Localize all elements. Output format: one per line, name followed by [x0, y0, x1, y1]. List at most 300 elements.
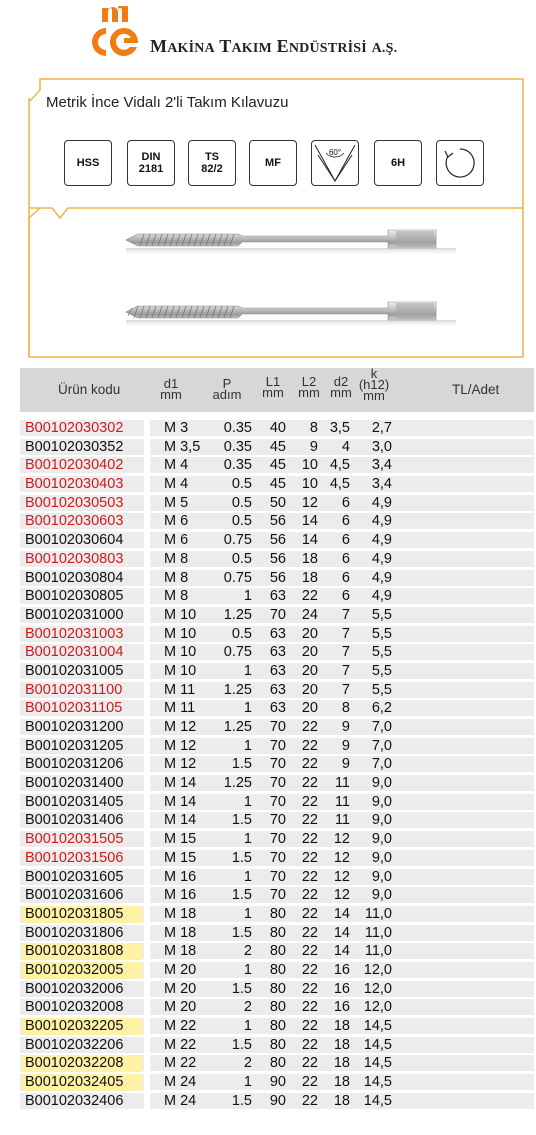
column-separator	[144, 1037, 150, 1054]
ts-icon: TS 82/2	[188, 140, 236, 186]
cell-d1: M 10	[164, 625, 197, 642]
cell-l1: 80	[269, 905, 286, 922]
product-code-cell: B00102030604	[25, 532, 124, 549]
product-code-cell: B00102032008	[25, 999, 124, 1016]
cell-l1: 56	[269, 550, 286, 567]
column-separator	[144, 812, 150, 829]
cell-l2: 22	[301, 719, 318, 735]
cell-d2: 14	[333, 924, 350, 941]
table-row	[20, 531, 534, 550]
cell-l2: 24	[301, 606, 318, 623]
cell-l2: 20	[301, 662, 318, 679]
cell-p: 1	[243, 793, 252, 810]
cell-p: 0.5	[231, 625, 252, 642]
cell-k: 7,0	[371, 719, 392, 735]
product-code-cell: B00102031406	[25, 812, 124, 829]
cell-d2: 9	[341, 737, 350, 754]
column-separator	[144, 925, 150, 942]
cell-d1: M 12	[164, 737, 197, 754]
cell-l2: 22	[301, 999, 318, 1016]
table-row	[20, 643, 534, 662]
table-row	[20, 774, 534, 793]
table-row	[20, 699, 534, 718]
cell-p: 1.25	[223, 606, 252, 623]
column-separator	[144, 532, 150, 549]
cell-l2: 12	[301, 494, 318, 511]
cell-d2: 11	[334, 812, 350, 829]
cell-l1: 40	[269, 420, 286, 436]
column-separator	[144, 570, 150, 587]
cell-p: 1.5	[231, 887, 252, 904]
cell-l1: 63	[269, 681, 286, 698]
cell-k: 3,0	[371, 438, 392, 455]
tap-tools-image	[118, 220, 458, 346]
product-code-cell: B00102032205	[22, 1018, 142, 1035]
product-code-cell: B00102031206	[25, 756, 124, 773]
cell-l2: 22	[301, 943, 318, 960]
column-separator	[144, 457, 150, 474]
cell-l1: 56	[269, 569, 286, 586]
product-code-cell: B00102030503	[25, 494, 124, 511]
cell-l1: 45	[269, 457, 286, 474]
cell-p: 1	[243, 588, 252, 605]
cell-k: 5,5	[371, 625, 392, 642]
product-code-cell: B00102032206	[25, 1036, 124, 1053]
cell-l1: 90	[269, 1074, 286, 1091]
table-row	[20, 662, 534, 681]
cell-k: 12,0	[363, 961, 392, 978]
cell-d2: 9	[341, 756, 350, 773]
mf-icon: MF	[249, 140, 297, 186]
cell-l2: 22	[301, 924, 318, 941]
column-separator	[144, 439, 150, 456]
table-row	[20, 1017, 534, 1036]
cell-k: 12,0	[363, 980, 392, 997]
product-code-cell: B00102031506	[25, 849, 124, 866]
rotation-direction-icon	[436, 140, 484, 186]
cell-l1: 70	[269, 793, 286, 810]
column-separator	[144, 607, 150, 624]
cell-l1: 80	[269, 980, 286, 997]
column-separator	[144, 626, 150, 643]
cell-p: 1.5	[231, 849, 252, 866]
product-code-cell: B00102032405	[22, 1074, 142, 1091]
cell-p: 0.5	[231, 513, 252, 530]
cell-p: 0.75	[223, 532, 252, 549]
cell-d2: 11	[334, 775, 350, 792]
cell-k: 5,5	[371, 662, 392, 679]
cell-p: 1.5	[231, 1036, 252, 1053]
cell-k: 4,9	[371, 494, 392, 511]
cell-k: 11,0	[364, 905, 392, 922]
column-separator	[144, 719, 150, 736]
table-row	[20, 569, 534, 588]
cell-k: 9,0	[371, 887, 392, 904]
product-code-cell: B00102031205	[25, 737, 124, 754]
cell-p: 1.5	[231, 756, 252, 773]
cell-d1: M 10	[164, 644, 197, 661]
cell-l1: 70	[269, 719, 286, 735]
cell-d1: M 14	[164, 775, 197, 792]
table-row	[20, 1036, 534, 1055]
cell-d2: 12	[333, 831, 350, 848]
table-row	[20, 1092, 534, 1111]
column-separator	[144, 850, 150, 867]
table-row	[20, 868, 534, 887]
column-separator	[144, 962, 150, 979]
table-row	[20, 811, 534, 830]
table-row	[20, 494, 534, 513]
cell-d1: M 16	[164, 868, 197, 885]
cell-d1: M 6	[164, 532, 189, 549]
column-separator	[144, 700, 150, 717]
cell-d2: 18	[333, 1055, 350, 1072]
cell-d1: M 24	[164, 1074, 197, 1091]
cell-p: 1.25	[223, 775, 252, 792]
cell-l2: 22	[301, 887, 318, 904]
product-code-cell: B00102030803	[25, 550, 124, 567]
header-code: Ürün kodu	[58, 382, 121, 397]
cell-l1: 70	[269, 737, 286, 754]
cell-p: 1.5	[231, 980, 252, 997]
cell-d2: 4,5	[329, 457, 350, 474]
cell-d2: 18	[333, 1036, 350, 1053]
cell-k: 9,0	[371, 868, 392, 885]
table-row	[20, 587, 534, 606]
cell-p: 0.35	[223, 438, 252, 455]
cell-l1: 70	[269, 887, 286, 904]
cell-p: 0.75	[223, 569, 252, 586]
cell-d2: 6	[341, 588, 350, 605]
product-code-cell: B00102031805	[22, 906, 142, 923]
header-price: TL/Adet	[452, 382, 500, 397]
cell-d2: 12	[333, 887, 350, 904]
cell-l1: 56	[269, 513, 286, 530]
column-separator	[144, 1018, 150, 1035]
cell-l2: 22	[301, 905, 318, 922]
company-name: MAKİNA TAKIM ENDÜSTRİSİ A.Ş.	[150, 36, 398, 56]
product-code-cell: B00102031000	[25, 606, 124, 623]
column-separator	[144, 644, 150, 661]
cell-k: 14,5	[363, 1074, 392, 1091]
table-row	[20, 625, 534, 644]
cell-l1: 90	[269, 1092, 286, 1109]
cell-l2: 22	[301, 588, 318, 605]
cell-p: 1	[243, 868, 252, 885]
column-separator	[144, 756, 150, 773]
table-row	[20, 924, 534, 943]
thread-angle-icon: 60°	[311, 140, 359, 186]
cell-p: 2	[243, 1055, 252, 1072]
cell-l2: 22	[301, 756, 318, 773]
cell-p: 1	[243, 662, 252, 679]
cell-l1: 70	[269, 831, 286, 848]
cell-k: 7,0	[371, 756, 392, 773]
cell-d2: 4,5	[329, 476, 350, 493]
cell-k: 6,2	[371, 700, 392, 717]
tolerance-icon: 6H	[374, 140, 422, 186]
cell-d2: 16	[333, 961, 350, 978]
cell-d2: 6	[341, 569, 350, 586]
table-row	[20, 456, 534, 475]
column-separator	[144, 981, 150, 998]
header-l2: L2 mm	[298, 374, 320, 400]
cell-l1: 63	[269, 700, 286, 717]
product-code-cell: B00102032005	[22, 962, 142, 979]
cell-d1: M 11	[164, 700, 196, 717]
table-row	[20, 1054, 534, 1073]
column-separator	[144, 869, 150, 886]
product-code-cell: B00102032406	[25, 1092, 124, 1109]
cell-p: 0.5	[231, 476, 252, 493]
cell-l1: 50	[269, 494, 286, 511]
cell-p: 0.35	[223, 420, 252, 436]
product-code-cell: B00102031405	[25, 793, 124, 810]
tap-tool-1	[126, 230, 456, 256]
product-code-cell: B00102032208	[22, 1055, 142, 1072]
cell-d2: 3,5	[329, 420, 350, 436]
cell-p: 1	[243, 961, 252, 978]
cell-l2: 22	[301, 961, 318, 978]
cell-l1: 80	[269, 1036, 286, 1053]
column-separator	[144, 1074, 150, 1091]
cell-k: 14,5	[363, 1018, 392, 1034]
cell-l1: 63	[269, 644, 286, 661]
cell-d2: 14	[333, 905, 350, 922]
cell-d2: 6	[341, 494, 350, 511]
column-separator	[144, 551, 150, 568]
column-separator	[144, 588, 150, 605]
product-code-cell: B00102030402	[25, 457, 124, 474]
table-row	[20, 905, 534, 924]
cell-d2: 6	[341, 513, 350, 530]
cell-d1: M 22	[164, 1055, 197, 1072]
cell-p: 1	[243, 737, 252, 754]
cell-k: 9,0	[371, 812, 392, 829]
column-separator	[144, 775, 150, 792]
table-row	[20, 606, 534, 625]
cell-p: 0.5	[231, 494, 252, 511]
cell-d1: M 6	[164, 513, 189, 530]
cell-p: 1	[243, 700, 252, 717]
cell-d2: 7	[341, 606, 350, 623]
product-code-cell: B00102031105	[25, 700, 123, 717]
column-separator	[144, 1093, 150, 1110]
company-logo	[88, 6, 140, 58]
cell-k: 9,0	[371, 849, 392, 866]
cell-l2: 22	[301, 1055, 318, 1072]
cell-d1: M 8	[164, 550, 189, 567]
table-row	[20, 998, 534, 1017]
cell-l1: 70	[269, 606, 286, 623]
column-separator	[144, 476, 150, 493]
cell-d2: 4	[341, 438, 350, 455]
cell-l1: 63	[269, 662, 286, 679]
din-icon: DIN 2181	[127, 140, 175, 186]
cell-l2: 18	[301, 569, 318, 586]
cell-l2: 22	[301, 849, 318, 866]
product-code-cell: B00102031808	[22, 943, 142, 960]
cell-k: 3,4	[371, 457, 392, 474]
product-title: Metrik İnce Vidalı 2'li Takım Kılavuzu	[46, 94, 289, 111]
cell-l2: 22	[301, 793, 318, 810]
cell-k: 14,5	[363, 1055, 392, 1072]
cell-k: 11,0	[364, 924, 392, 941]
cell-l1: 63	[269, 625, 286, 642]
table-row	[20, 961, 534, 980]
cell-l2: 22	[301, 1036, 318, 1053]
table-row	[20, 438, 534, 457]
cell-p: 0.75	[223, 644, 252, 661]
cell-l2: 14	[301, 513, 318, 530]
cell-d1: M 12	[164, 719, 197, 735]
cell-l2: 20	[301, 681, 318, 698]
cell-k: 4,9	[371, 550, 392, 567]
cell-l1: 80	[269, 924, 286, 941]
cell-l2: 22	[301, 1018, 318, 1034]
page-header	[0, 0, 536, 66]
cell-l1: 45	[269, 476, 286, 493]
header-p: P adım	[212, 376, 242, 402]
cell-l1: 80	[269, 1018, 286, 1034]
cell-l1: 80	[269, 961, 286, 978]
cell-k: 11,0	[364, 943, 392, 960]
table-row	[20, 419, 534, 438]
cell-d2: 9	[341, 719, 350, 735]
cell-k: 4,9	[371, 513, 392, 530]
column-separator	[144, 999, 150, 1016]
cell-l2: 22	[301, 831, 318, 848]
cell-d2: 12	[333, 849, 350, 866]
cell-d2: 18	[333, 1018, 350, 1034]
cell-d2: 16	[333, 980, 350, 997]
cell-d1: M 14	[164, 812, 197, 829]
cell-k: 5,5	[371, 606, 392, 623]
cell-d1: M 14	[164, 793, 197, 810]
product-code-cell: B00102031004	[25, 644, 124, 661]
cell-d1: M 22	[164, 1018, 197, 1034]
cell-l2: 10	[301, 457, 318, 474]
cell-l1: 70	[269, 849, 286, 866]
cell-d2: 12	[333, 868, 350, 885]
cell-d2: 14	[333, 943, 350, 960]
cell-l1: 80	[269, 1055, 286, 1072]
product-code-cell: B00102031005	[25, 662, 124, 679]
product-code-cell: B00102031200	[25, 719, 124, 735]
cell-k: 12,0	[363, 999, 392, 1016]
table-row	[20, 737, 534, 756]
cell-d1: M 20	[164, 961, 197, 978]
cell-p: 1.5	[231, 1092, 252, 1109]
cell-l2: 9	[309, 438, 318, 455]
tap-tool-2	[126, 302, 456, 328]
cell-d1: M 22	[164, 1036, 197, 1053]
cell-p: 1	[243, 1018, 252, 1034]
cell-d1: M 5	[164, 494, 189, 511]
cell-l1: 70	[269, 756, 286, 773]
cell-p: 2	[243, 943, 252, 960]
product-code-cell: B00102031400	[25, 775, 124, 792]
table-row	[20, 830, 534, 849]
cell-d2: 18	[333, 1074, 350, 1091]
cell-d1: M 4	[164, 457, 189, 474]
product-code-cell: B00102031003	[25, 625, 124, 642]
cell-l2: 18	[301, 550, 318, 567]
table-row	[20, 681, 534, 700]
cell-d1: M 20	[164, 980, 197, 997]
header-d2: d2 mm	[330, 374, 352, 400]
cell-l2: 8	[309, 420, 318, 436]
column-separator	[144, 495, 150, 512]
cell-p: 1.5	[231, 924, 252, 941]
product-code-cell: B00102030603	[25, 513, 124, 530]
table-row	[20, 718, 534, 737]
column-separator	[144, 1055, 150, 1072]
cell-k: 9,0	[371, 793, 392, 810]
product-code-cell: B00102030804	[25, 569, 124, 586]
cell-d2: 18	[333, 1092, 350, 1109]
column-separator	[144, 887, 150, 904]
table-row	[20, 1073, 534, 1092]
cell-d2: 7	[341, 681, 350, 698]
product-frame	[28, 78, 524, 358]
cell-d1: M 4	[164, 476, 189, 493]
cell-d1: M 20	[164, 999, 197, 1016]
cell-k: 4,9	[371, 569, 392, 586]
cell-k: 9,0	[371, 775, 392, 792]
product-code-cell: B00102031605	[25, 868, 124, 885]
cell-p: 1.25	[223, 681, 252, 698]
column-separator	[144, 682, 150, 699]
column-separator	[144, 906, 150, 923]
cell-d2: 6	[341, 532, 350, 549]
cell-p: 1.5	[231, 812, 252, 829]
cell-l2: 10	[301, 476, 318, 493]
table-row	[20, 755, 534, 774]
cell-p: 1	[243, 831, 252, 848]
header-l1: L1 mm	[262, 374, 284, 400]
cell-d2: 11	[334, 793, 350, 810]
hss-icon: HSS	[64, 140, 112, 186]
header-d1: d1 mm	[160, 376, 182, 402]
table-row	[20, 942, 534, 961]
cell-k: 4,9	[371, 532, 392, 549]
cell-k: 14,5	[363, 1036, 392, 1053]
cell-p: 2	[243, 999, 252, 1016]
cell-d2: 16	[333, 999, 350, 1016]
table-row	[20, 849, 534, 868]
cell-l1: 70	[269, 812, 286, 829]
cell-l2: 22	[301, 812, 318, 829]
cell-k: 5,5	[371, 681, 392, 698]
cell-l2: 20	[301, 625, 318, 642]
cell-d1: M 18	[164, 943, 197, 960]
cell-l2: 22	[301, 868, 318, 885]
cell-l2: 20	[301, 644, 318, 661]
cell-d1: M 16	[164, 887, 197, 904]
cell-k: 7,0	[371, 737, 392, 754]
cell-l1: 70	[269, 775, 286, 792]
cell-d2: 8	[341, 700, 350, 717]
product-code-cell: B00102031606	[25, 887, 124, 904]
product-code-cell: B00102030302	[25, 420, 124, 436]
cell-d1: M 8	[164, 569, 189, 586]
cell-k: 2,7	[371, 420, 392, 436]
cell-d1: M 8	[164, 588, 189, 605]
cell-l2: 22	[301, 737, 318, 754]
cell-d2: 6	[341, 550, 350, 567]
cell-l1: 63	[269, 588, 286, 605]
